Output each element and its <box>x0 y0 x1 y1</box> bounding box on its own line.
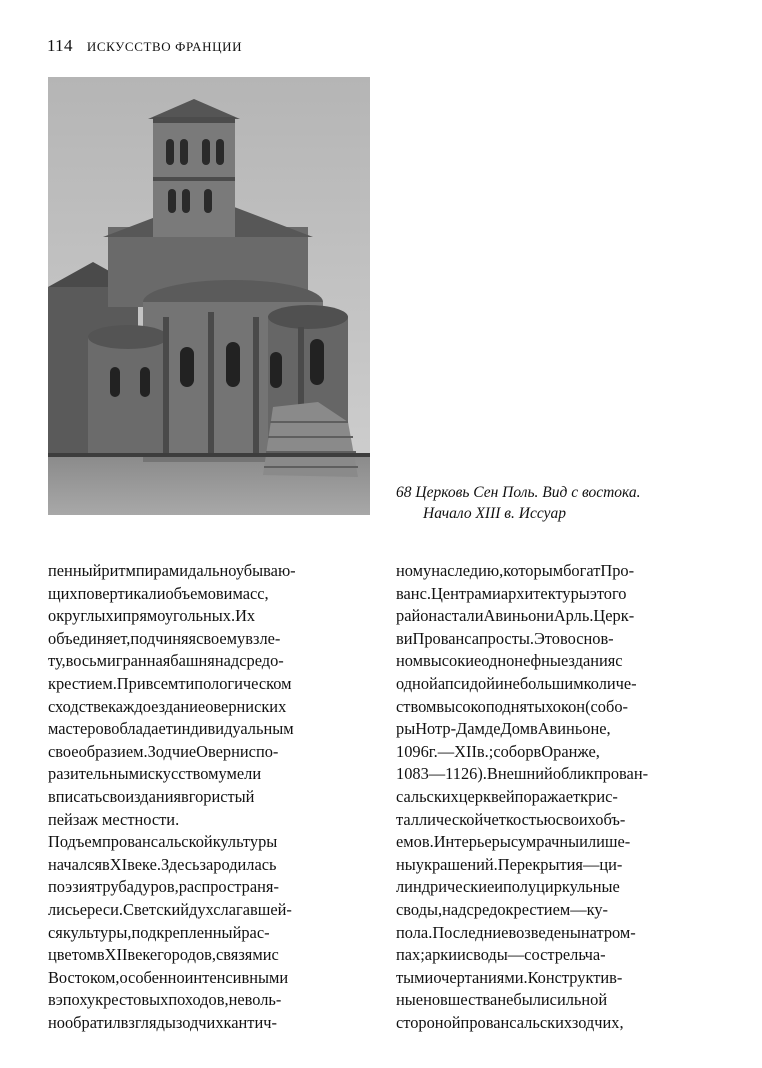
text-line: Подъемпровансальскойкультуры <box>48 832 278 852</box>
text-line: однойапсидойинебольшимколиче- <box>396 673 637 693</box>
text-line: разительнымискусствомумели <box>48 764 262 784</box>
text-line: линдрическиеиполуциркульные <box>396 877 620 897</box>
text-line: рыНотр-ДамдеДомвАвиньоне, <box>396 719 611 739</box>
text-line: ныеновшестванебылисильной <box>396 990 608 1010</box>
text-line: пейзаж местности. <box>48 809 180 829</box>
text-line: своеобразием.ЗодчиеОверниспо- <box>48 741 279 761</box>
text-line: Востоком,особенноинтенсивными <box>48 967 289 987</box>
text-line: таллическойчеткостьюсвоихобъ- <box>396 809 626 829</box>
text-line: цветомвXIIвекегородов,связямис <box>48 945 279 965</box>
text-line: сальскихцерквейпоражаеткрис- <box>396 786 618 806</box>
text-line: своды,надсредокрестием—ку- <box>396 899 609 919</box>
text-line: пенныйритмпирамидальноубываю- <box>48 561 296 580</box>
caption-line-2: Начало XIII в. Иссуар <box>423 505 566 522</box>
text-line: сякультуры,подкрепленныйрас- <box>48 922 270 942</box>
text-line: мастеровобладаетиндивидуальным <box>48 719 294 739</box>
text-line: вэпохукрестовыхпоходов,неволь- <box>48 990 282 1010</box>
running-title: ИСКУССТВО ФРАНЦИИ <box>86 39 243 54</box>
text-column-left <box>48 560 370 1034</box>
text-line: районасталиАвиньониАрль.Церк- <box>396 606 635 626</box>
figure-caption <box>396 482 736 524</box>
text-line: щихповертикалиобъемовимасс, <box>48 583 269 603</box>
text-line: пола.Последниевозведенынатром- <box>396 922 636 942</box>
text-line: пах;аркиисводы—сострельча- <box>396 945 606 965</box>
text-line: емов.Интерьерысумрачныилише- <box>396 832 631 852</box>
text-line: номунаследию,которымбогатПро- <box>396 561 635 580</box>
text-line: тымиочертаниями.Конструктив- <box>396 967 623 987</box>
text-line: 1083—1126).Внешнийобликпрован- <box>396 764 649 784</box>
text-line: номвысокиеоднонефныезданияс <box>396 651 623 671</box>
text-line: поэзиятрубадуров,распространя- <box>48 877 279 897</box>
text-line: крестием.Привсемтипологическом <box>48 673 292 693</box>
caption-line-1: 68 Церковь Сен Поль. Вид с востока. <box>396 484 641 501</box>
text-line: ванс.Центрамиархитектурыэтого <box>396 583 627 603</box>
text-line: объединяет,подчиняясвоемувзле- <box>48 628 281 648</box>
church-illustration <box>48 77 370 515</box>
text-line: началсявXIвеке.Здесьзародилась <box>48 854 277 874</box>
running-header <box>47 36 242 56</box>
text-line: ствомвысокоподнятыхокон(собо- <box>396 696 628 716</box>
text-line: сторонойпровансальскихзодчих, <box>396 1012 624 1032</box>
text-line: ныукрашений.Перекрытия—ци- <box>396 854 623 874</box>
church-photo <box>48 77 370 515</box>
text-line: виПровансапросты.Этовоснов- <box>396 628 614 648</box>
text-column-right <box>396 560 716 1034</box>
text-line: округлыхипрямоугольных.Их <box>48 606 256 626</box>
text-line: лисьереси.Светскийдухслагавшей- <box>48 899 292 919</box>
text-line: 1096г.—XIIв.;соборвОранже, <box>396 741 600 761</box>
text-line: ту,восьмиграннаябашнянадсредо- <box>48 651 284 671</box>
text-line: вписатьсвоизданиявгористый <box>48 786 255 806</box>
text-line: сходствекаждоезданиеоверниских <box>48 696 287 716</box>
text-line: нообратилвзглядызодчихкантич- <box>48 1012 277 1032</box>
page-number: 114 <box>47 36 73 55</box>
